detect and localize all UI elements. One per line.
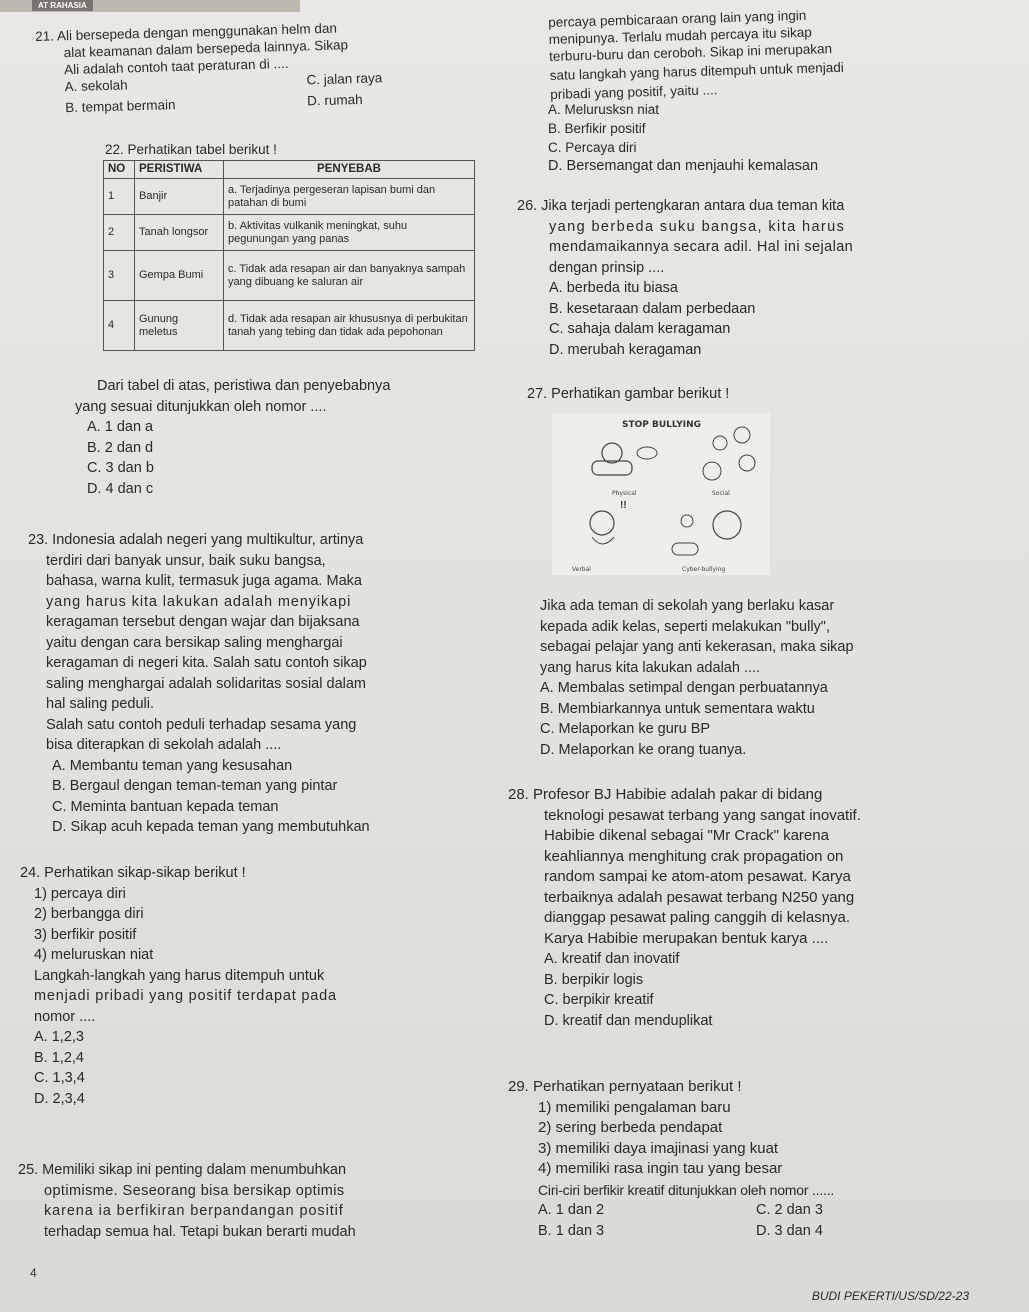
option-c: C. sahaja dalam keragaman: [549, 321, 731, 337]
question-23: 23. Indonesia adalah negeri yang multikultur, artinya terdiri dari banyak unsur, baik suku bangsa, bahasa, warna kulit, termasuk juga agama. Maka yang harus kita lakukan adalah menyikapi keragaman tersebut dengan wajar dan bijaksana yaitu dengan cara bersikap saling menghargai keragaman di negeri kita. Salah satu contoh sikap saling menghargai adalah solidaritas sosial dalam hal saling peduli. Salah satu contoh peduli terhadap sesama yang bisa diterapkan di sekolah adalah .... A. Membantu teman yang kesusahan B. Bergaul dengan teman-teman yang pintar C. Meminta bantuan kepada teman D. Sikap acuh kepada teman yang membutuhkan: [28, 530, 370, 838]
option-a: A. Melurusksn niat: [548, 102, 660, 117]
option-b: B. Membiarkannya untuk sementara waktu: [540, 700, 815, 717]
option-d: D. 3 dan 4: [756, 1222, 823, 1239]
option-a: A. 1 dan 2: [538, 1202, 605, 1218]
option-b: B. 2 dan d: [87, 439, 154, 456]
stop-bullying-illustration: [552, 413, 770, 575]
illustration-title: STOP BULLYING: [622, 420, 702, 430]
svg-text:Social: Social: [712, 490, 730, 497]
option-a: A. 1 dan a: [87, 419, 154, 435]
table-row: 4 Gunung meletus d. Tidak ada resapan air khususnya di perbukitan tanah yang tebing dan tidak ada pepohonan: [104, 301, 475, 351]
header-stamp: AT RAHASIA: [32, 0, 93, 11]
option-a: A. Membantu teman yang kesusahan: [52, 757, 293, 774]
option-d: D. Melaporkan ke orang tuanya.: [540, 741, 747, 758]
option-a: A. Membalas setimpal dengan perbuatannya: [540, 680, 828, 696]
option-b: B. Berfikir positif: [548, 121, 646, 136]
question-25-options: [548, 100, 818, 176]
option-c: C. 1,3,4: [34, 1070, 85, 1086]
option-a: A. 1,2,3: [34, 1029, 84, 1045]
question-22-title: 22. Perhatikan tabel berikut !: [105, 142, 277, 157]
question-21: 21. Ali bersepeda dengan menggunakan helm dan alat keamanan dalam bersepeda lainnya. Sikap Ali adalah contoh taat peraturan di .... A. sekolah C. jalan raya B. tempat bermain D. rumah: [35, 20, 383, 116]
svg-text:Physical: Physical: [612, 490, 637, 497]
table-row: 2 Tanah longsor b. Aktivitas vulkanik meningkat, suhu pegunungan yang panas: [104, 215, 475, 251]
table-row: 1 Banjir a. Terjadinya pergeseran lapisan bumi dan patahan di bumi: [104, 179, 475, 215]
option-d: D. kreatif dan menduplikat: [544, 1012, 713, 1029]
table-row: 3 Gempa Bumi c. Tidak ada resapan air dan banyaknya sampah yang dibuang ke saluran air: [104, 251, 475, 301]
option-c: C. Meminta bantuan kepada teman: [52, 798, 279, 815]
events-table: NO PERISTIWA PENYEBAB 1 Banjir a. Terjadinya pergeseran lapisan bumi dan patahan di bumi 2 Tanah longsor b. Aktivitas vulkanik meningkat, suhu pegunungan yang panas 3 Gempa Bumi c. Tidak ada resapan air dan banyaknya sampah yang dibuang ke saluran air 4 Gunung meletus d. Tidak ada resapan air khususnya di perbukitan tanah yang tebing dan tidak ada pepohonan: [103, 160, 475, 351]
question-27-body: Jika ada teman di sekolah yang berlaku kasar kepada adik kelas, seperti melakukan "bully", sebagai pelajar yang anti kekerasan, maka sikap yang harus kita lakukan adalah .... A. Membalas setimpal dengan perbuatannya B. Membiarkannya untuk sementara waktu C. Melaporkan ke guru BP D. Melaporkan ke orang tuanya.: [520, 596, 854, 760]
question-25-continued: percaya pembicaraan orang lain yang ingin menipunya. Terlalu mudah percaya itu sikap terburu-buru dan ceroboh. Sikap ini merupakan satu langkah yang harus ditempuh untuk menjadi pribadi yang positif, yaitu ....: [548, 7, 845, 102]
question-24: 24. Perhatikan sikap-sikap berikut ! 1) percaya diri 2) berbangga diri 3) berfikir positif 4) meluruskan niat Langkah-langkah yang harus ditempuh untuk menjadi pribadi yang positif terdapat pada nomor .... A. 1,2,3 B. 1,2,4 C. 1,3,4 D. 2,3,4: [20, 863, 337, 1109]
option-b: B. Bergaul dengan teman-teman yang pintar: [52, 778, 338, 794]
question-26: 26. Jika terjadi pertengkaran antara dua teman kita yang berbeda suku bangsa, kita harus mendamaikannya secara adil. Hal ini sejalan dengan prinsip .... A. berbeda itu biasa B. kesetaraan dalam perbedaan C. sahaja dalam keragaman D. merubah keragaman: [517, 196, 853, 360]
option-c: C. Percaya diri: [548, 140, 637, 155]
option-b: B. berpikir logis: [544, 971, 644, 988]
option-a: A. kreatif dan inovatif: [544, 951, 680, 967]
svg-text:!!: !!: [620, 500, 627, 511]
question-25: 25. Memiliki sikap ini penting dalam menumbuhkan optimisme. Seseorang bisa bersikap optimis karena ia berfikiran berpandangan positif terhadap semua hal. Tetapi bukan berarti mudah: [18, 1162, 356, 1240]
option-b: B. 1,2,4: [34, 1049, 84, 1066]
option-c: C. berpikir kreatif: [544, 992, 654, 1008]
option-d: D. 2,3,4: [34, 1090, 85, 1107]
footer-code: BUDI PEKERTI/US/SD/22-23: [811, 1289, 969, 1303]
question-28: 28. Profesor BJ Habibie adalah pakar di bidang teknologi pesawat terbang yang sangat inovatif. Habibie dikenal sebagai "Mr Crack" karena keahliannya menghitung crak propagation on random sampai ke atom-atom pesawat. Karya terbaiknya adalah pesawat terbang N250 yang dianggap pesawat paling canggih di kelasnya. Karya Habibie merupakan bentuk karya .... A. kreatif dan inovatif B. berpikir logis C. berpikir kreatif D. kreatif dan menduplikat: [508, 785, 861, 1031]
option-b: B. 1 dan 3: [538, 1222, 605, 1239]
option-c: C. 2 dan 3: [756, 1202, 823, 1218]
question-29: 29. Perhatikan pernyataan berikut ! 1) memiliki pengalaman baru 2) sering berbeda pendapat 3) memiliki daya imajinasi yang kuat 4) memiliki rasa ingin tau yang besar Ciri-ciri berfikir kreatif ditunjukkan oleh nomor ...... A. 1 dan 2 C. 2 dan 3 B. 1 dan 3 D. 3 dan 4: [508, 1077, 834, 1241]
question-22-body: Dari tabel di atas, peristiwa dan penyebabnya yang sesuai ditunjukkan oleh nomor .... A. 1 dan a B. 2 dan d C. 3 dan b D. 4 dan c: [75, 376, 390, 499]
svg-text:Verbal: Verbal: [572, 566, 591, 573]
option-d: D. Sikap acuh kepada teman yang membutuhkan: [52, 819, 370, 835]
option-b: B. kesetaraan dalam perbedaan: [549, 300, 756, 317]
option-d: D. 4 dan c: [87, 480, 154, 497]
option-a: A. berbeda itu biasa: [549, 280, 678, 296]
option-d: D. Bersemangat dan menjauhi kemalasan: [548, 158, 819, 174]
page-number: 4: [30, 1266, 37, 1280]
question-27-title: 27. Perhatikan gambar berikut !: [527, 386, 730, 402]
option-c: C. Melaporkan ke guru BP: [540, 721, 711, 737]
option-d: D. merubah keragaman: [549, 341, 702, 358]
svg-text:Cyber-bullying: Cyber-bullying: [682, 566, 726, 573]
option-c: C. 3 dan b: [87, 460, 154, 476]
